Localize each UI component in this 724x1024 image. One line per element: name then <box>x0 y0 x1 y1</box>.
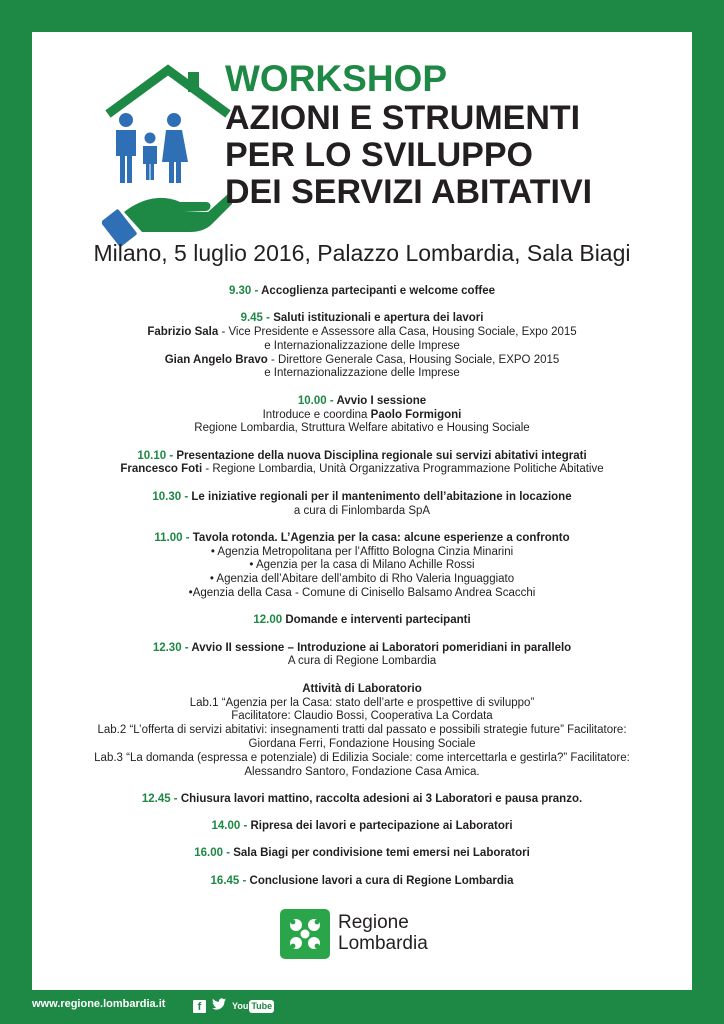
program-title: Le iniziative regionali per il mantenimento dell’abitazione in locazione <box>191 490 572 503</box>
list-item: • Agenzia dell’Abitare dell’ambito di Rho Valeria Inguaggiato <box>209 573 515 586</box>
labs-heading: Attività di Laboratorio <box>302 682 422 695</box>
program-item <box>32 532 692 601</box>
speaker-name: Francesco Foti <box>120 463 203 476</box>
speaker-role: - Vice Presidente e Assessore alla Casa, Housing Sociale, Expo 2015 <box>218 326 577 339</box>
regione-lombardia-logo <box>280 909 450 959</box>
program-time: 9.45 <box>240 312 263 325</box>
lab-line: Alessandro Santoro, Fondazione Casa Amica. <box>244 765 480 778</box>
footer-website-link[interactable]: www.regione.lombardia.it <box>32 998 166 1010</box>
separator: - <box>181 641 192 654</box>
lab-line: Lab.1 “Agenzia per la Casa: stato dell’arte e prospettive di sviluppo” <box>189 696 535 709</box>
program-time: 16.00 <box>194 847 223 860</box>
house-family-hand-icon <box>102 62 232 252</box>
youtube-icon[interactable] <box>232 1000 274 1013</box>
social-links <box>193 998 274 1014</box>
program-item <box>32 820 692 834</box>
logo-line: Lombardia <box>338 933 428 954</box>
separator: - <box>166 449 177 462</box>
program-title: Accoglienza partecipanti e welcome coffee <box>261 285 496 297</box>
regione-lombardia-rose-icon <box>280 909 330 959</box>
labs-section <box>32 683 692 780</box>
program-title: Domande e interventi partecipanti <box>285 614 471 627</box>
program-item <box>32 875 692 889</box>
list-item: • Agenzia per la casa di Milano Achille Rossi <box>249 559 475 572</box>
lab-line: Giordana Ferri, Fondazione Housing Sociale <box>248 737 476 750</box>
intro-text: Introduce e coordina <box>262 408 371 421</box>
program-time: 12.30 <box>152 641 182 654</box>
program-time: 10.10 <box>137 449 167 462</box>
speaker-role: - Regione Lombardia, Unità Organizzativa Programmazione Politiche Abitative <box>202 463 604 476</box>
program-schedule <box>32 285 692 902</box>
separator: - <box>262 312 274 325</box>
program-title: Avvio I sessione <box>336 394 427 407</box>
program-title: Presentazione della nuova Disciplina regionale sui servizi abitativi integrati <box>176 449 587 462</box>
program-item <box>32 614 692 628</box>
speaker-role: Regione Lombardia, Struttura Welfare abitativo e Housing Sociale <box>194 422 530 435</box>
event-date-location: Milano, 5 luglio 2016, Palazzo Lombardia, Sala Biagi <box>93 240 631 266</box>
facebook-icon[interactable]: f <box>193 1000 206 1013</box>
program-item <box>32 847 692 861</box>
twitter-icon[interactable] <box>212 998 226 1014</box>
separator: - <box>181 490 192 503</box>
program-time: 16.45 <box>210 874 240 887</box>
program-title: Sala Biagi per condivisione temi emersi nei Laboratori <box>233 847 530 860</box>
program-time: 14.00 <box>211 820 241 833</box>
youtube-you: You <box>232 1000 249 1011</box>
separator: - <box>239 874 250 887</box>
poster-sheet <box>32 32 692 990</box>
workshop-kicker: WORKSHOP <box>225 58 447 99</box>
program-title: Chiusura lavori mattino, raccolta adesioni ai 3 Laboratori e pausa pranzo. <box>180 792 583 805</box>
program-note: a cura di Finlombarda SpA <box>293 504 431 517</box>
program-item <box>32 642 692 670</box>
logo-line: Regione <box>338 912 409 933</box>
lab-line: Facilitatore: Claudio Bossi, Cooperativa La Cordata <box>231 710 493 723</box>
program-item <box>32 395 692 436</box>
youtube-tube: Tube <box>251 1000 273 1011</box>
list-item: •Agenzia della Casa - Comune di Cinisello Balsamo Andrea Scacchi <box>188 587 536 600</box>
list-item: • Agenzia Metropolitana per l’Affitto Bologna Cinzia Minarini <box>210 545 514 558</box>
separator: - <box>251 285 262 297</box>
program-time: 10.00 <box>297 394 327 407</box>
program-time: 11.00 <box>154 531 183 544</box>
program-item <box>32 312 692 381</box>
main-title <box>225 100 685 211</box>
speaker-name: Paolo Formigoni <box>370 408 462 421</box>
speaker-role: e Internazionalizzazione delle Imprese <box>264 367 460 380</box>
program-time: 9.30 <box>228 285 252 297</box>
separator: - <box>223 847 234 860</box>
title-line: PER LO SVILUPPO <box>225 136 533 174</box>
program-title: Tavola rotonda. L’Agenzia per la casa: alcune esperienze a confronto <box>192 531 570 544</box>
program-item <box>32 285 692 299</box>
program-time: 10.30 <box>152 490 182 503</box>
program-item <box>32 793 692 807</box>
regione-lombardia-wordmark <box>338 912 428 954</box>
title-line: DEI SERVIZI ABITATIVI <box>225 173 593 211</box>
title-line: AZIONI E STRUMENTI <box>225 99 581 137</box>
program-item <box>32 491 692 519</box>
lab-line: Lab.3 “La domanda (espressa e potenziale) di Edilizia Sociale: come intercettarla e gestirla?” Facilitatore: <box>94 751 630 764</box>
separator: - <box>170 792 181 805</box>
program-title: Conclusione lavori a cura di Regione Lombardia <box>249 874 514 887</box>
program-title: Avvio II sessione – Introduzione ai Laboratori pomeridiani in parallelo <box>191 641 572 654</box>
program-time: 12.45 <box>141 792 171 805</box>
speaker-role: - Direttore Generale Casa, Housing Sociale, EXPO 2015 <box>267 353 560 366</box>
title-block <box>225 58 685 211</box>
program-time: 12.00 <box>253 614 283 627</box>
program-note: A cura di Regione Lombardia <box>287 655 437 668</box>
separator: - <box>326 394 337 407</box>
speaker-role: e Internazionalizzazione delle Imprese <box>264 339 460 352</box>
separator: - <box>240 820 251 833</box>
speaker-name: Gian Angelo Bravo <box>164 353 268 366</box>
program-item <box>32 450 692 478</box>
lab-line: Lab.2 “L’offerta di servizi abitativi: insegnamenti tratti dal passato e possibili strategie future” Facilitatore: <box>97 724 627 737</box>
program-title: Ripresa dei lavori e partecipazione ai Laboratori <box>250 820 513 833</box>
speaker-name: Fabrizio Sala <box>147 326 219 339</box>
separator: - <box>182 531 193 544</box>
program-title: Saluti istituzionali e apertura dei lavori <box>273 312 484 325</box>
